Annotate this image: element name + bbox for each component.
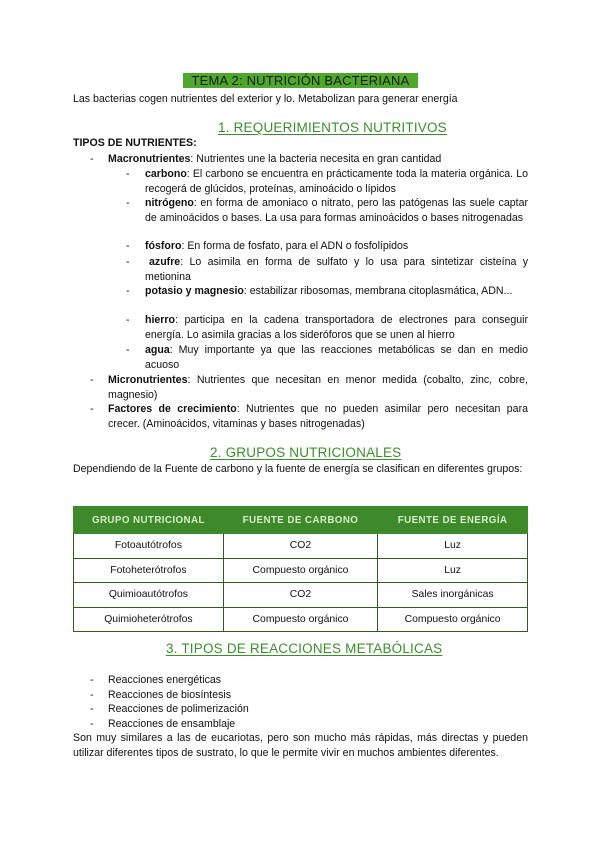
term: Micronutrientes xyxy=(108,374,188,386)
list-dash: - xyxy=(90,403,94,415)
list-dash: - xyxy=(90,153,94,165)
nutrient-hierro xyxy=(145,313,528,342)
list-item: Reacciones de polimerización xyxy=(108,703,249,715)
macronutrientes-item xyxy=(108,152,528,167)
list-dash: - xyxy=(126,240,130,252)
table-header: GRUPO NUTRICIONAL xyxy=(74,507,224,534)
description: : Nutrientes que necesitan en menor medida (cobalto, zinc, cobre, magnesio) xyxy=(108,374,528,401)
section3-heading: 3. TIPOS DE REACCIONES METABÓLICAS xyxy=(166,641,443,656)
table-cell: Quimioautótrofos xyxy=(74,583,224,608)
table-row xyxy=(74,558,528,583)
description: : participa en la cadena transportadora de electrones para conseguir energía. Lo asimila gracias a los sideróforos que se unen al hierro xyxy=(145,314,528,341)
tipos-nutrientes-heading: TIPOS DE NUTRIENTES: xyxy=(73,137,197,149)
table-cell: Luz xyxy=(378,558,528,583)
table-header-row xyxy=(74,507,528,534)
nutrient-potasio-magnesio xyxy=(145,284,528,299)
term: hierro xyxy=(145,314,176,326)
list-dash: - xyxy=(126,285,130,297)
factores-crecimiento-item xyxy=(108,402,528,431)
description: : Muy importante ya que las reacciones metabólicas se dan en medio acuoso xyxy=(145,344,528,371)
list-dash: - xyxy=(126,197,130,209)
table-row xyxy=(74,583,528,608)
table-cell: CO2 xyxy=(223,534,377,559)
term: Factores de crecimiento xyxy=(108,403,237,415)
term: potasio y magnesio xyxy=(145,285,244,297)
nutrient-azufre xyxy=(145,255,528,284)
list-dash: - xyxy=(126,256,130,268)
nutrient-nitrogeno xyxy=(145,196,528,225)
term: azufre xyxy=(149,256,181,268)
list-dash: - xyxy=(90,689,94,701)
list-dash: - xyxy=(126,168,130,180)
nutrient-fosforo xyxy=(145,239,528,254)
table-row xyxy=(74,607,528,632)
table-cell: Compuesto orgánico xyxy=(378,607,528,632)
list-dash: - xyxy=(90,718,94,730)
description: : Lo asimila en forma de sulfato y lo usa para sintetizar cisteína y metionina xyxy=(145,256,528,283)
micronutrientes-item xyxy=(108,373,528,402)
description: : El carbono se encuentra en prácticamente toda la materia orgánica. Lo recogerá de glúcidos, proteínas, aminoácido o lípidos xyxy=(145,168,528,195)
term: fósforo xyxy=(145,240,182,252)
table-cell: Compuesto orgánico xyxy=(223,607,377,632)
description: : en forma de amoniaco o nitrato, pero las patógenas las suele captar de aminoácidos o bases. La usa para formas aminoácidos o bases nitrogenadas xyxy=(145,197,528,224)
description: : estabilizar ribosomas, membrana citoplasmática, ADN... xyxy=(243,285,513,297)
section2-text: Dependiendo de la Fuente de carbono y la fuente de energía se clasifican en diferentes grupos: xyxy=(73,463,523,475)
document-title: TEMA 2: NUTRICIÓN BACTERIANA xyxy=(183,73,418,88)
section3-text: Son muy similares a las de eucariotas, pero son mucho más rápidas, más directas y pueden utilizar diferentes tipos de sustrato, lo que le permite vivir en muchos ambientes diferentes. xyxy=(73,732,528,759)
nutrient-agua xyxy=(145,343,528,372)
table-header: FUENTE DE CARBONO xyxy=(223,507,377,534)
list-dash: - xyxy=(90,703,94,715)
description: : Nutrientes une la bacteria necesita en gran cantidad xyxy=(190,153,442,165)
table-cell: Quimioheterótrofos xyxy=(74,607,224,632)
term: carbono xyxy=(145,168,187,180)
list-item: Reacciones energéticas xyxy=(108,674,222,686)
list-dash: - xyxy=(126,344,130,356)
table-cell: Compuesto orgánico xyxy=(223,558,377,583)
table-header: FUENTE DE ENERGÍA xyxy=(378,507,528,534)
section1-heading: 1. REQUERIMIENTOS NUTRITIVOS xyxy=(218,120,447,135)
intro-text: Las bacterias cogen nutrientes del exterior y lo. Metabolizan para generar energía xyxy=(73,93,458,105)
table-cell: Sales inorgánicas xyxy=(378,583,528,608)
table-cell: Luz xyxy=(378,534,528,559)
nutrient-carbono xyxy=(145,167,528,196)
description: : Nutrientes que no pueden asimilar pero necesitan para crecer. (Aminoácidos, vitaminas y bases nitrogenadas) xyxy=(108,403,528,430)
section2-heading: 2. GRUPOS NUTRICIONALES xyxy=(210,445,402,460)
table-row xyxy=(74,534,528,559)
list-item: Reacciones de ensamblaje xyxy=(108,718,236,730)
list-dash: - xyxy=(90,674,94,686)
list-item: Reacciones de biosíntesis xyxy=(108,689,232,701)
term: Macronutrientes xyxy=(108,153,191,165)
description: : En forma de fosfato, para el ADN o fosfolípidos xyxy=(181,240,409,252)
table-cell: CO2 xyxy=(223,583,377,608)
nutritional-groups-table xyxy=(73,506,528,632)
list-dash: - xyxy=(126,314,130,326)
table-cell: Fotoheterótrofos xyxy=(74,558,224,583)
list-dash: - xyxy=(90,374,94,386)
table-cell: Fotoautótrofos xyxy=(74,534,224,559)
term: agua xyxy=(145,344,170,356)
term: nitrógeno xyxy=(145,197,194,209)
